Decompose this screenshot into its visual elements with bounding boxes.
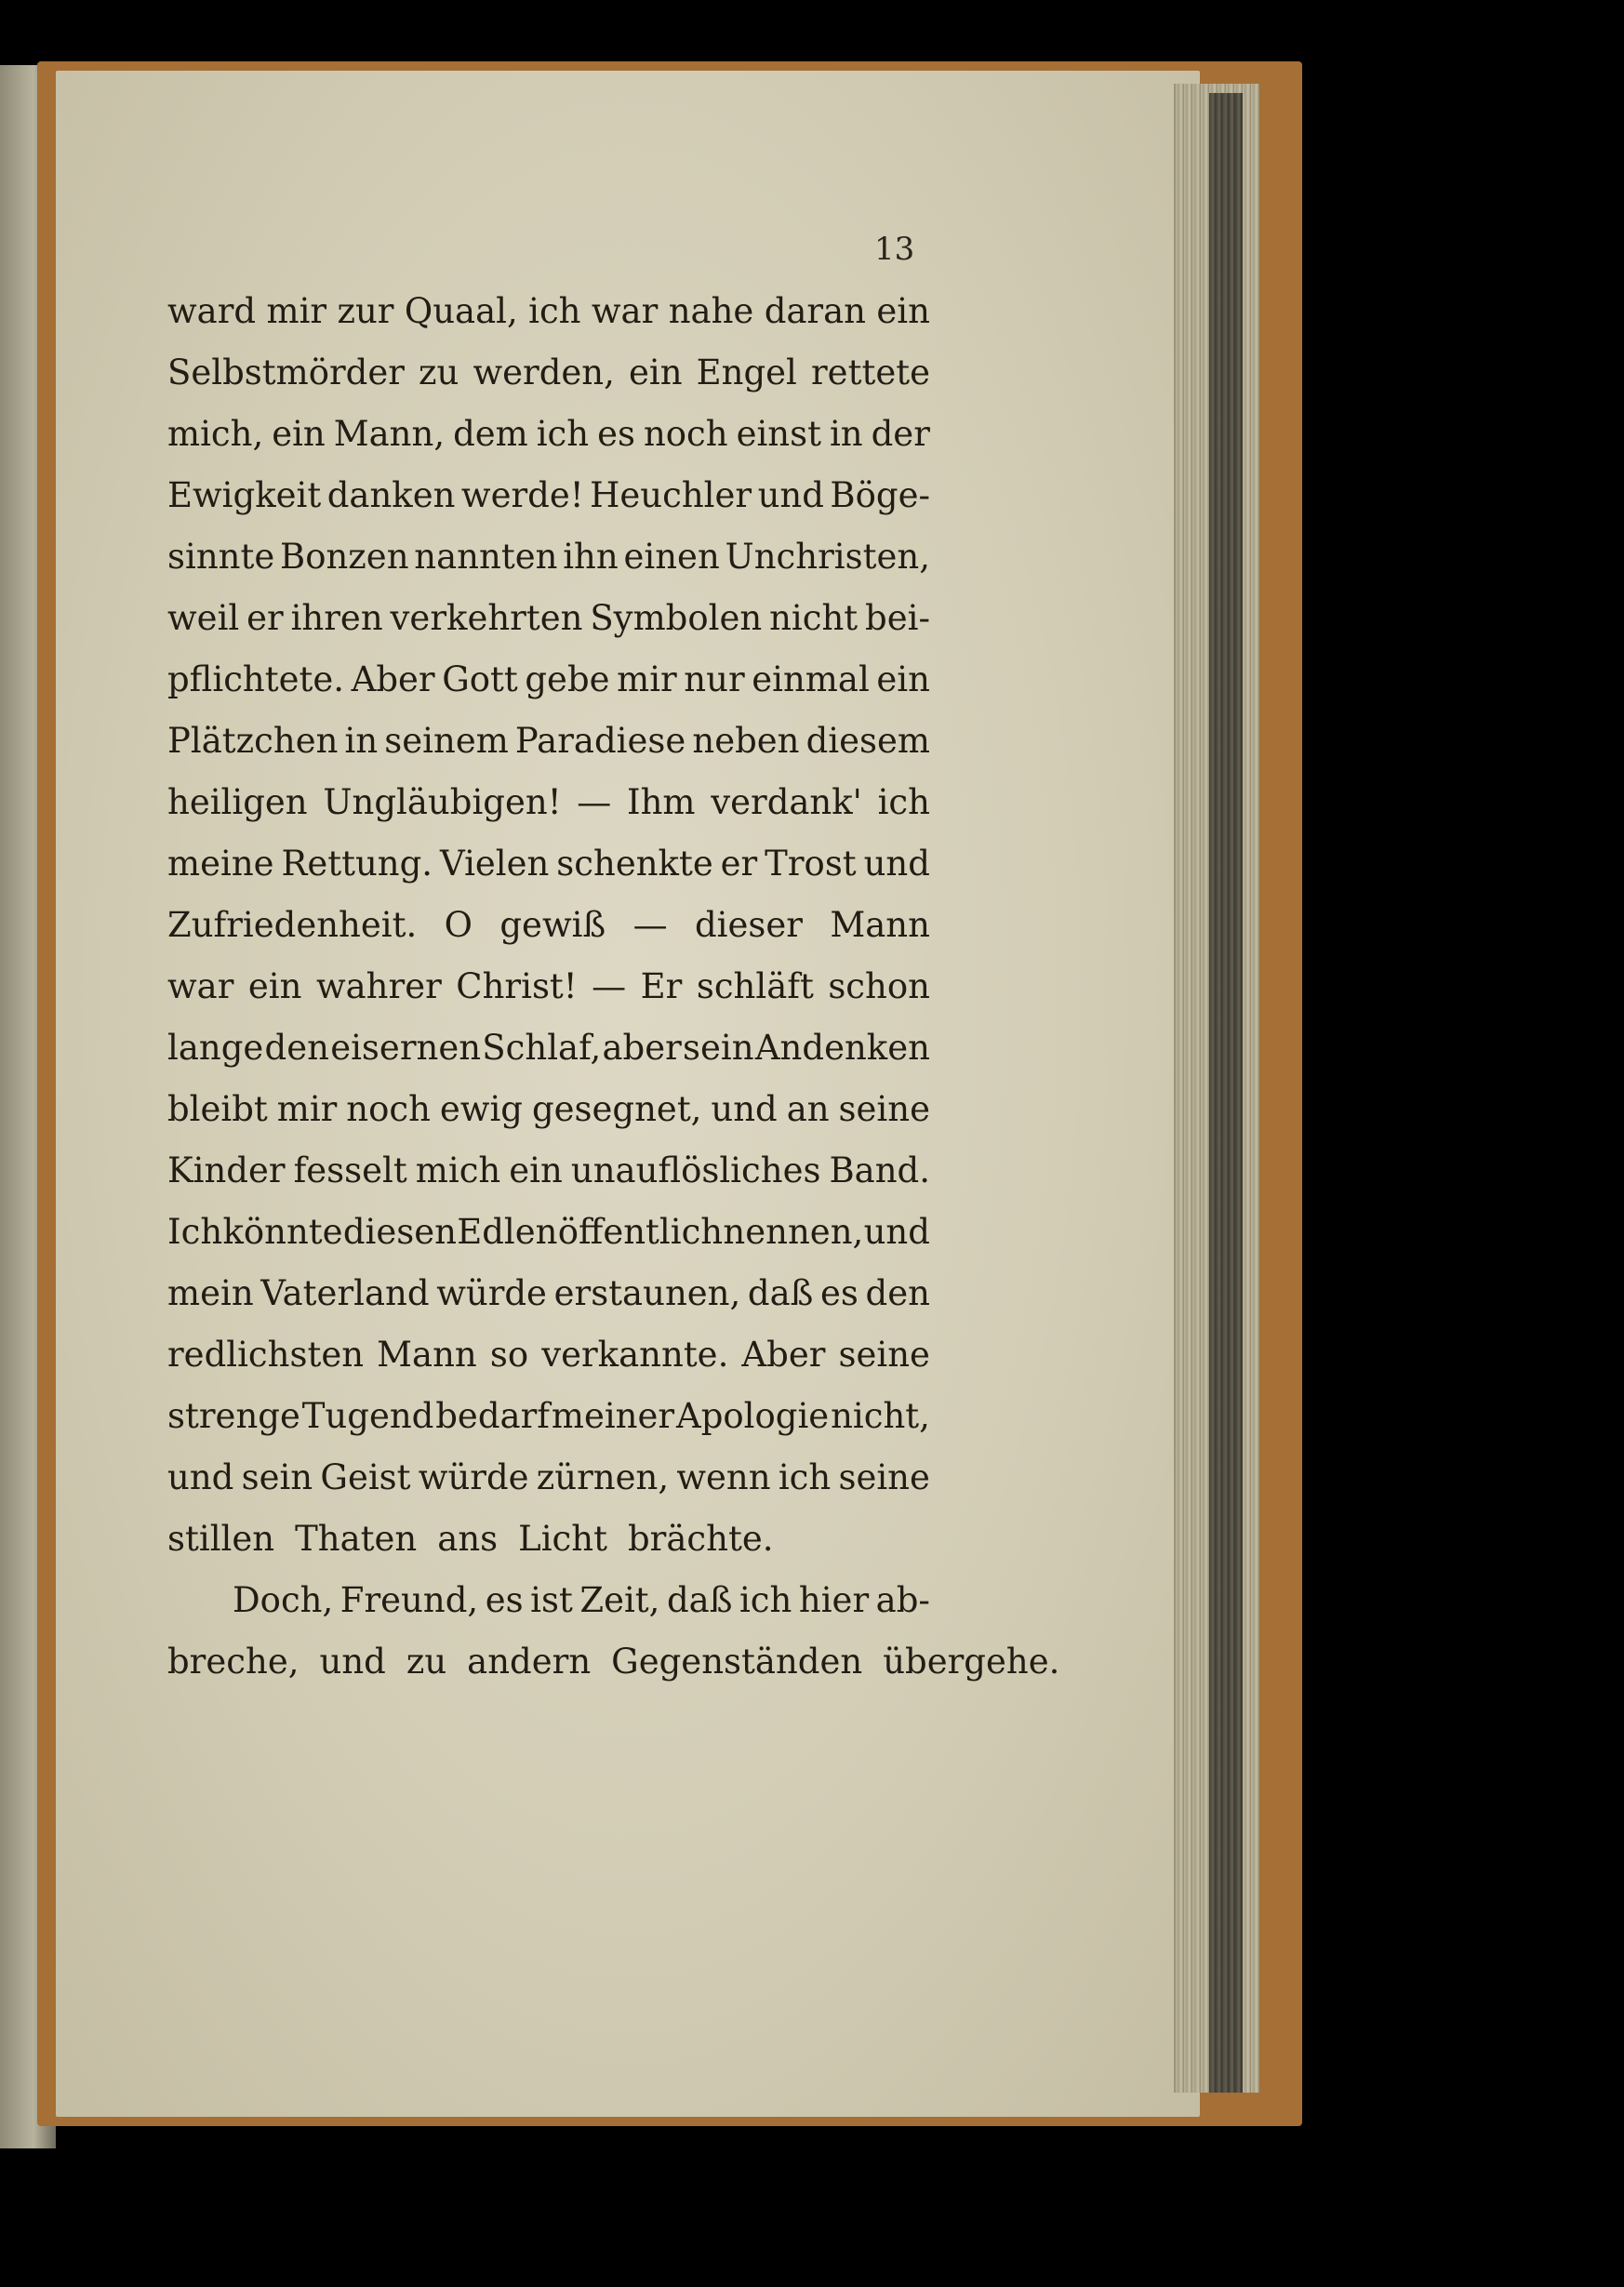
word: Unchristen, <box>725 537 930 577</box>
text-line <box>167 895 930 956</box>
word: Vaterland <box>260 1273 430 1313</box>
word: Geist <box>320 1457 411 1497</box>
word: verdank' <box>711 782 862 822</box>
word: daß <box>747 1273 814 1313</box>
word: sinnte <box>167 537 275 577</box>
word: neben <box>692 721 800 761</box>
word: mir <box>617 659 677 699</box>
word: wenn <box>676 1457 771 1497</box>
word: ewig <box>439 1089 523 1129</box>
word: Rettung. <box>281 844 433 884</box>
word: Ungläubigen! <box>323 782 562 822</box>
word: redlichsten <box>167 1335 365 1375</box>
word: öffentlich <box>557 1212 724 1252</box>
word: einmal <box>752 659 870 699</box>
word: und <box>167 1457 234 1497</box>
word: mich <box>415 1150 501 1190</box>
word: würde <box>418 1457 529 1497</box>
word: gebe <box>525 659 610 699</box>
word: Ihm <box>626 782 696 822</box>
word: war <box>591 291 659 331</box>
word: und <box>863 844 930 884</box>
word: pflichtete. <box>167 659 345 699</box>
word: nicht, <box>831 1396 930 1436</box>
word: breche, <box>167 1642 300 1682</box>
word: O <box>444 905 473 945</box>
word: fesselt <box>293 1150 407 1190</box>
text-line <box>167 711 930 772</box>
word: Mann <box>377 1335 477 1375</box>
word: zu <box>419 352 459 392</box>
word: seine <box>838 1089 930 1129</box>
word: der <box>871 414 930 454</box>
word: war <box>167 966 234 1006</box>
word: Doch, <box>233 1580 334 1620</box>
word: ich <box>528 291 581 331</box>
word: schläft <box>696 966 814 1006</box>
word: und <box>711 1089 778 1129</box>
word: — <box>592 966 627 1006</box>
word: ein <box>509 1150 563 1190</box>
word: ein <box>628 352 683 392</box>
text-line <box>167 526 930 588</box>
word: Schlaf, <box>482 1028 602 1068</box>
word: mir <box>266 291 327 331</box>
word: werden, <box>473 352 615 392</box>
word: in <box>829 414 863 454</box>
word: und <box>319 1642 386 1682</box>
word: es <box>485 1580 524 1620</box>
word: Kinder <box>167 1150 286 1190</box>
word: Thaten <box>295 1519 418 1559</box>
word: ich <box>778 1457 832 1497</box>
word: nannten <box>414 537 558 577</box>
word: gewiß <box>499 905 606 945</box>
word: und <box>757 475 824 515</box>
word: ich <box>877 782 930 822</box>
word: einen <box>623 537 720 577</box>
page-stack-shadow <box>1209 93 1243 2093</box>
text-line <box>167 1079 930 1140</box>
word: bleibt <box>167 1089 268 1129</box>
text-line <box>167 588 930 649</box>
word: Heuchler <box>590 475 752 515</box>
word: werde! <box>460 475 584 515</box>
word: heiligen <box>167 782 308 822</box>
word: würde <box>436 1273 547 1313</box>
word: Trost <box>765 844 857 884</box>
word: Paradiese <box>514 721 686 761</box>
word: er <box>246 598 284 638</box>
word: Ich <box>167 1212 223 1252</box>
word: verkehrten <box>390 598 583 638</box>
word: Licht <box>518 1519 607 1559</box>
word: dieser <box>694 905 803 945</box>
text-line <box>167 956 930 1017</box>
word: meine <box>167 844 274 884</box>
word: nennen, <box>723 1212 864 1252</box>
word: daß <box>666 1580 733 1620</box>
text-line <box>167 1570 930 1631</box>
word: Böge- <box>830 475 930 515</box>
word: bei- <box>865 598 930 638</box>
word: sein <box>683 1028 754 1068</box>
word: nahe <box>668 291 754 331</box>
word: seine <box>838 1335 930 1375</box>
word: Ewigkeit <box>167 475 322 515</box>
word: Plätzchen <box>167 721 339 761</box>
word: Zufriedenheit. <box>167 905 418 945</box>
word: lange <box>167 1028 264 1068</box>
word: erstaunen, <box>553 1273 741 1313</box>
word: Gegenständen <box>611 1642 863 1682</box>
word: wahrer <box>315 966 442 1006</box>
word: Symbolen <box>590 598 763 638</box>
word: er <box>720 844 758 884</box>
word: so <box>489 1335 529 1375</box>
word: ich <box>536 414 590 454</box>
word: mir <box>276 1089 338 1129</box>
word: noch <box>346 1089 431 1129</box>
word: seine <box>838 1457 930 1497</box>
word: Andenken <box>754 1028 930 1068</box>
word: Mann, <box>333 414 446 454</box>
word: schenkte <box>556 844 713 884</box>
word: weil <box>167 598 240 638</box>
word: Edlen <box>457 1212 558 1252</box>
text-line <box>167 465 930 526</box>
word: ein <box>272 414 326 454</box>
word: Quaal, <box>404 291 518 331</box>
text-line <box>167 1324 930 1386</box>
word: sein <box>241 1457 313 1497</box>
word: übergehe. <box>883 1642 1060 1682</box>
word: Freund, <box>339 1580 479 1620</box>
word: ich <box>739 1580 792 1620</box>
word: noch <box>643 414 728 454</box>
word: ein <box>247 966 302 1006</box>
word: andern <box>467 1642 592 1682</box>
word: den <box>865 1273 930 1313</box>
word: gesegnet, <box>531 1089 702 1129</box>
word: es <box>820 1273 859 1313</box>
word: seinem <box>384 721 509 761</box>
word: Engel <box>696 352 797 392</box>
word: bedarf <box>435 1396 550 1436</box>
word: ward <box>167 291 257 331</box>
text-line <box>167 1140 930 1202</box>
word: dem <box>453 414 528 454</box>
word: in <box>344 721 379 761</box>
text-line <box>167 1202 930 1263</box>
word: ein <box>876 659 930 699</box>
word: Selbstmörder <box>167 352 405 392</box>
word: unauflösliches <box>570 1150 821 1190</box>
text-line <box>167 342 930 404</box>
word: daran <box>764 291 867 331</box>
word: aber <box>602 1028 682 1068</box>
word: danken <box>326 475 456 515</box>
word: ans <box>437 1519 499 1559</box>
word: eisernen <box>330 1028 482 1068</box>
text-line <box>167 1386 930 1447</box>
word: Aber <box>741 1335 826 1375</box>
word: diesem <box>805 721 930 761</box>
text-line <box>167 1509 930 1570</box>
word: ihn <box>563 537 619 577</box>
word: strenge <box>167 1396 300 1436</box>
word: — <box>577 782 612 822</box>
word: zu <box>406 1642 447 1682</box>
word: könnte <box>222 1212 343 1252</box>
word: zur <box>337 291 394 331</box>
word: schon <box>828 966 930 1006</box>
word: stillen <box>167 1519 275 1559</box>
text-line <box>167 281 930 342</box>
word: an <box>786 1089 830 1129</box>
body-text <box>167 281 1060 1693</box>
text-line <box>167 833 930 895</box>
text-line <box>167 1263 930 1324</box>
word: verkannte. <box>541 1335 729 1375</box>
text-line <box>167 772 930 833</box>
word: — <box>632 905 668 945</box>
word: zürnen, <box>536 1457 670 1497</box>
text-line <box>167 1447 930 1509</box>
word: brächte. <box>627 1519 774 1559</box>
word: Bonzen <box>280 537 409 577</box>
word: und <box>863 1212 930 1252</box>
word: meiner <box>551 1396 675 1436</box>
word: ist <box>530 1580 573 1620</box>
page-number: 13 <box>874 231 915 268</box>
word: mein <box>167 1273 254 1313</box>
word: diesen <box>342 1212 457 1252</box>
word: nicht <box>769 598 859 638</box>
text-line <box>167 649 930 711</box>
text-line <box>167 1631 1060 1693</box>
word: Mann <box>830 905 930 945</box>
word: einst <box>736 414 821 454</box>
word: den <box>264 1028 329 1068</box>
word: mich, <box>167 414 264 454</box>
word: Christ! <box>456 966 578 1006</box>
word: ihren <box>290 598 383 638</box>
word: Band. <box>829 1150 930 1190</box>
word: ab- <box>875 1580 930 1620</box>
word: Vielen <box>440 844 550 884</box>
word: rettete <box>811 352 930 392</box>
word: Apologie <box>675 1396 830 1436</box>
word: hier <box>798 1580 870 1620</box>
word: Zeit, <box>579 1580 660 1620</box>
word: ein <box>876 291 930 331</box>
text-line <box>167 404 930 465</box>
word: Aber <box>351 659 435 699</box>
word: Er <box>640 966 683 1006</box>
word: nur <box>684 659 745 699</box>
text-line <box>167 1017 930 1079</box>
word: Tugend <box>301 1396 434 1436</box>
word: Gott <box>442 659 518 699</box>
word: es <box>597 414 635 454</box>
